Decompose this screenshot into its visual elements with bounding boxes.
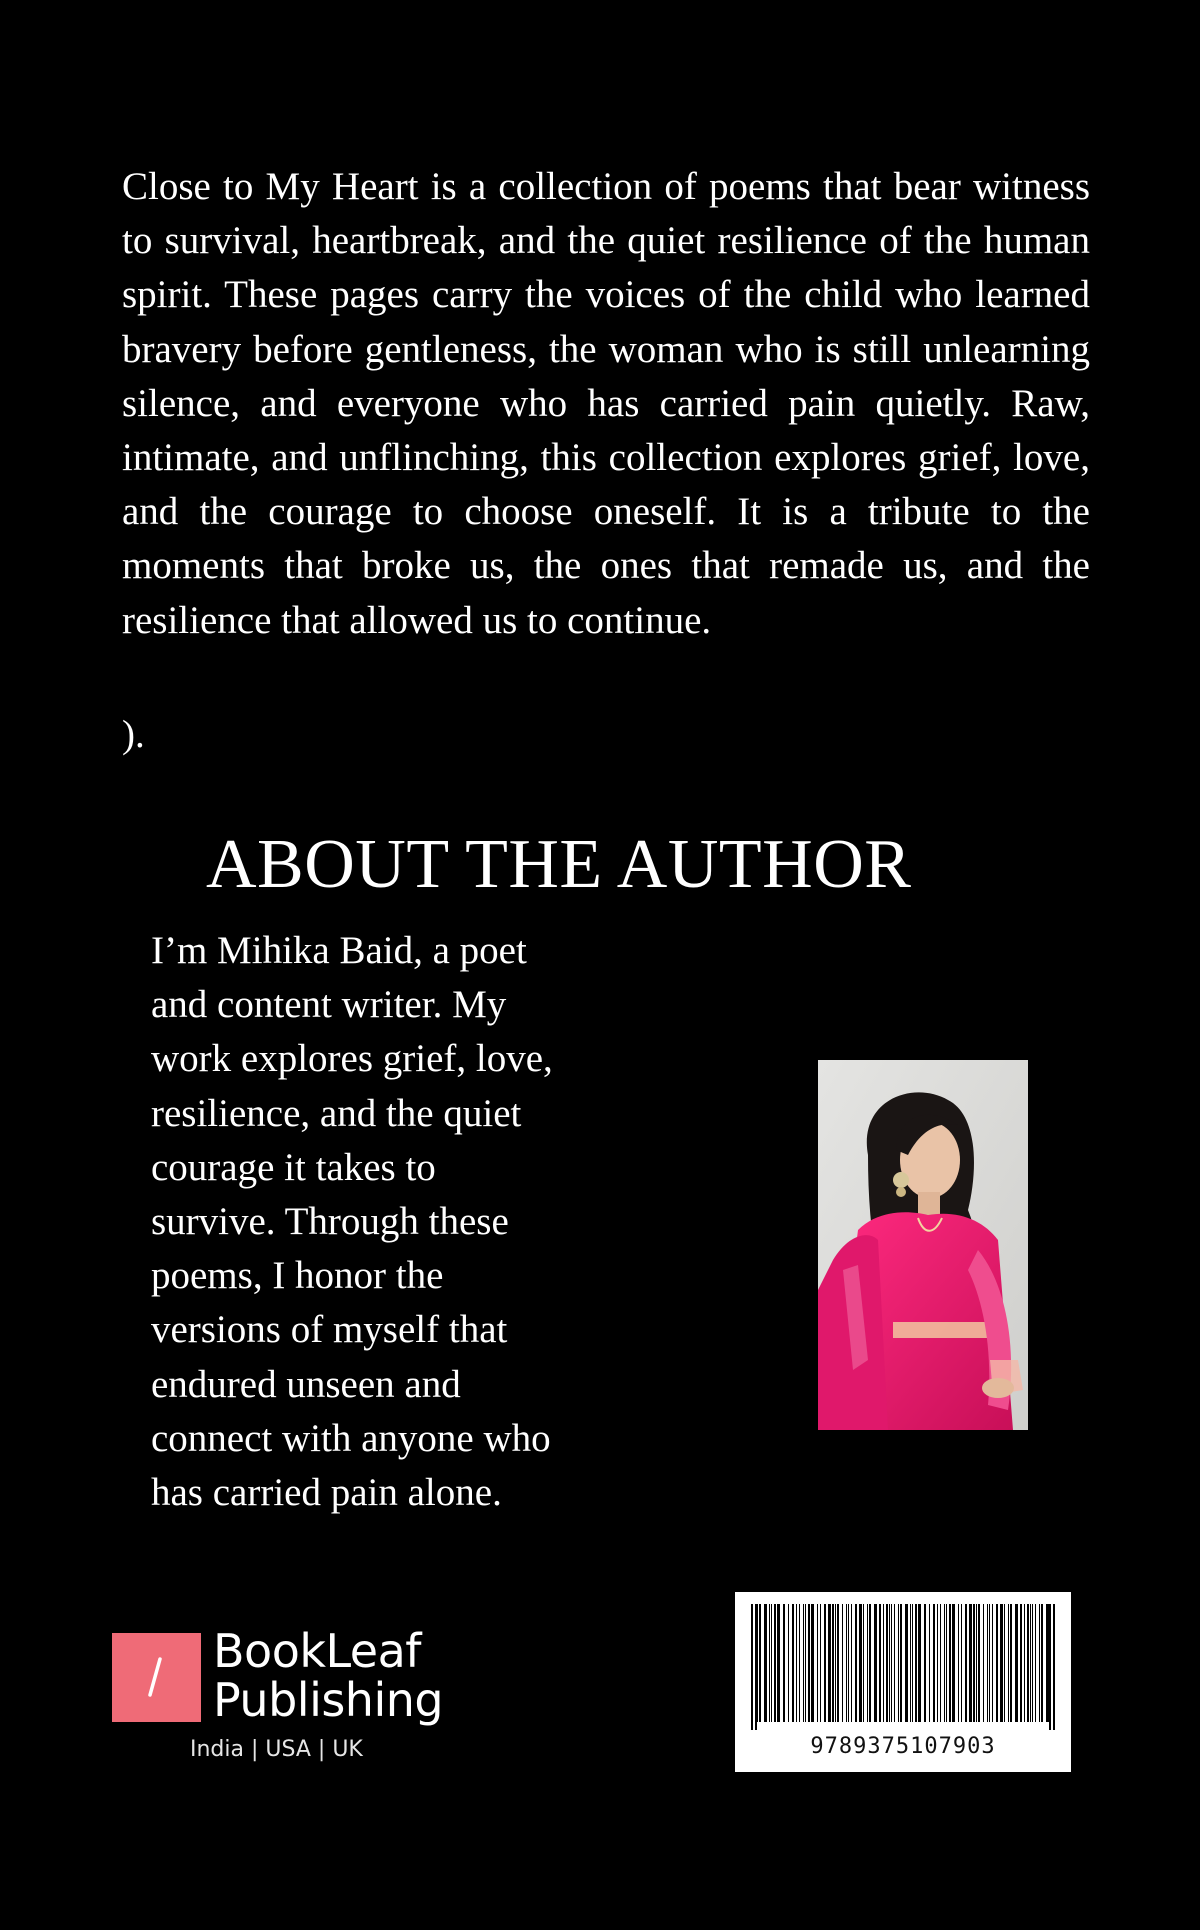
barcode-bar [958, 1604, 959, 1722]
barcode-bar [1004, 1604, 1005, 1722]
barcode-bar [1015, 1604, 1018, 1722]
barcode-bar [1049, 1604, 1051, 1730]
publisher-name-line1: BookLeaf [213, 1624, 421, 1678]
barcode-bar [879, 1604, 881, 1722]
barcode-bar [915, 1604, 917, 1722]
barcode-bar [803, 1604, 804, 1722]
bio-line: has carried pain alone. [151, 1471, 502, 1515]
barcode-bar [1035, 1604, 1036, 1722]
barcode-bars [735, 1592, 1071, 1732]
barcode-bar [771, 1604, 772, 1722]
barcode-bar [832, 1604, 834, 1722]
barcode-bar [1053, 1604, 1055, 1730]
barcode-bar [961, 1604, 962, 1722]
barcode-bar [824, 1604, 826, 1722]
barcode-bar [835, 1604, 836, 1722]
barcode-bar [811, 1604, 814, 1722]
barcode-bar [965, 1604, 967, 1722]
barcode-bar [924, 1604, 926, 1722]
barcode-bar [1010, 1604, 1012, 1722]
author-photo [818, 1060, 1028, 1430]
barcode-bar [783, 1604, 785, 1722]
barcode-bar [937, 1604, 938, 1722]
barcode-bar [1032, 1604, 1033, 1722]
barcode-bar [792, 1604, 794, 1722]
back-cover-blurb: Close to My Heart is a collection of poems that bear witness to survival, heartbreak, and the quiet resilience of the human spirit. These pages carry the voices of the child who learned bravery before gentleness, the woman who is still unlearning silence, and everyone who has carried pain quietly. Raw, intimate, and unflinching, this collection explores grief, love, and the courage to choose oneself. It is a tribute to the moments that broke us, the ones that remade us, and the resilience that allowed us to continue. [122, 165, 1090, 642]
barcode-bar [987, 1604, 988, 1722]
barcode-bar [900, 1604, 902, 1722]
barcode-bar [837, 1604, 839, 1722]
barcode-bar [869, 1604, 871, 1722]
barcode-bar [855, 1604, 857, 1722]
barcode-bar [883, 1604, 884, 1722]
barcode-bar [946, 1604, 947, 1722]
bio-line: work explores grief, love, [151, 1037, 553, 1081]
barcode-bar [898, 1604, 899, 1722]
barcode-bar [912, 1604, 913, 1722]
slash-logo-icon [112, 1633, 201, 1722]
barcode-bar [1020, 1604, 1022, 1722]
barcode-bar [755, 1604, 757, 1730]
barcode-bar [842, 1604, 843, 1722]
barcode-bar [796, 1604, 797, 1722]
bio-line: connect with anyone who [151, 1416, 551, 1460]
bio-line: resilience, and the quiet [151, 1091, 522, 1135]
barcode-bar [828, 1604, 831, 1722]
barcode-bar [1041, 1604, 1043, 1722]
barcode-bar [940, 1604, 941, 1722]
barcode-bar [808, 1604, 810, 1722]
barcode-bar [1027, 1604, 1029, 1722]
barcode-bar [989, 1604, 990, 1722]
barcode-bar [757, 1604, 758, 1722]
bookleaf-publishing-logo [112, 1624, 452, 1767]
barcode-bar [973, 1604, 975, 1722]
barcode-bar [1039, 1604, 1040, 1722]
barcode-bar [751, 1604, 753, 1730]
isbn-number: 9789375107903 [810, 1734, 996, 1759]
blurb-stray-punctuation: ). [122, 713, 145, 756]
barcode-bar [863, 1604, 864, 1722]
bio-line: versions of myself that [151, 1308, 508, 1352]
barcode-bar [874, 1604, 877, 1722]
isbn-barcode [735, 1592, 1071, 1772]
barcode-bar [996, 1604, 998, 1722]
barcode-bar [929, 1604, 930, 1722]
barcode-bar [851, 1604, 852, 1722]
bio-line: survive. Through these [151, 1200, 509, 1244]
barcode-bar [952, 1604, 955, 1722]
publisher-locations: India | USA | UK [190, 1737, 363, 1762]
barcode-bar [1046, 1604, 1049, 1722]
barcode-bar [1030, 1604, 1031, 1722]
barcode-bar [949, 1604, 951, 1722]
barcode-bar [769, 1604, 770, 1722]
barcode-bar [1008, 1604, 1009, 1722]
about-the-author-heading: ABOUT THE AUTHOR [206, 826, 912, 903]
barcode-bar [764, 1604, 767, 1722]
barcode-bar [910, 1604, 911, 1722]
bio-line: endured unseen and [151, 1362, 461, 1406]
barcode-bar [1024, 1604, 1025, 1722]
bio-line: courage it takes to [151, 1145, 436, 1189]
barcode-bar [944, 1604, 945, 1722]
barcode-bar [805, 1604, 806, 1722]
publisher-name-line2: Publishing [213, 1673, 444, 1727]
barcode-bar [846, 1604, 847, 1722]
barcode-bar [817, 1604, 818, 1722]
barcode-bar [933, 1604, 935, 1722]
barcode-bar [889, 1604, 890, 1722]
barcode-bar [983, 1604, 984, 1722]
barcode-bar [976, 1604, 977, 1722]
barcode-bar [799, 1604, 800, 1722]
barcode-bar [891, 1604, 892, 1722]
barcode-bar [894, 1604, 895, 1722]
barcode-bar [992, 1604, 993, 1722]
barcode-bar [978, 1604, 980, 1722]
barcode-bar [859, 1604, 862, 1722]
barcode-bar [918, 1604, 921, 1722]
bio-line: poems, I honor the [151, 1254, 444, 1298]
barcode-bar [820, 1604, 821, 1722]
barcode-bar [969, 1604, 972, 1722]
barcode-bar [905, 1604, 908, 1722]
bio-line: I’m Mihika Baid, a poet [151, 929, 527, 972]
barcode-bar [777, 1604, 780, 1722]
barcode-bar [867, 1604, 868, 1722]
barcode-bar [774, 1604, 776, 1722]
barcode-bar [788, 1604, 789, 1722]
publisher-name [213, 1624, 444, 1727]
barcode-bar [848, 1604, 849, 1722]
barcode-bar [759, 1604, 761, 1722]
bio-line: and content writer. My [151, 983, 507, 1027]
author-bio [151, 924, 591, 1520]
barcode-bar [886, 1604, 888, 1722]
barcode-bar [1000, 1604, 1003, 1722]
